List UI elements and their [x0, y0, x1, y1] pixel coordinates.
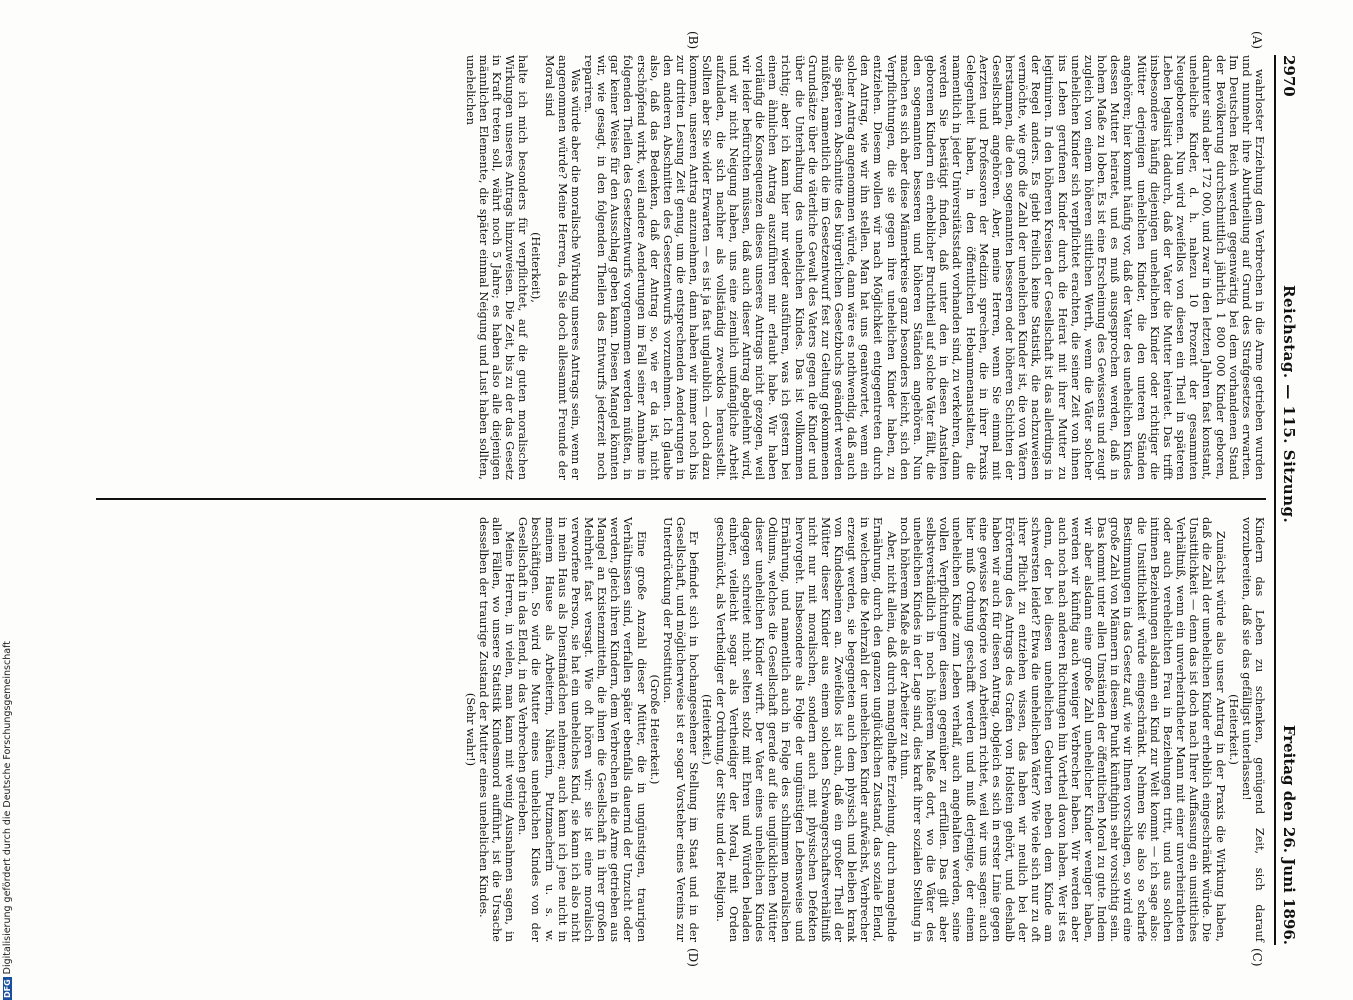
margin-mark-a: (A)	[1250, 31, 1264, 50]
paragraph: Was würde aber die moralische Wirkung unseres Antrags sein, wenn er angenommen würde? Meine Herren, da Sie doch allesammt Freunde der Moral sind	[542, 55, 582, 480]
left-column	[463, 55, 1266, 480]
right-column	[463, 517, 1266, 942]
margin-mark-b: (B)	[686, 31, 700, 50]
rotated-content	[85, 31, 1300, 967]
running-header	[1276, 55, 1300, 945]
paragraph: halte ich mich besonders für verpflichtet, auf die guten moralischen Wirkungen unseres Antrags hinzuweisen. Die Zeit, bis zu der das Gesetz in Kraft treten soll, währt noch 5 Jahre; es haben also alle diejenigen männlichen Elemente, die später einmal Neigung und Lust haben sollten, unehelichen	[463, 55, 530, 480]
header-rule	[1274, 55, 1276, 945]
paragraph: Kindern das Leben zu schenken, genügend Zeit, sich darauf vorzubereiten, daß sie das gefälligst unterlassen!	[1239, 517, 1266, 942]
paragraph: Aber, nicht allein, daß durch mangelhafte Erziehung, durch mangelnde Ernährung, durch den ganzen unglücklichen Zustand, das soziale Elend, in welchem die Mehrzahl der unehelichen Kinder aufwächst, Verbrecher erzeugt werden, sie begegneten auch dem physisch und bleiben krank von Kindesbeinen an. Zweifellos ist auch, daß ein großer Theil der Mütter dieser Kinder aus einem solchen Schwangerschaftsverhältniß nicht nur mit moralischen, sondern auch mit physischen Defekten hervorgeht. Insbesondere als Folge der ungünstigen Lebensweise und Ernährung, und namentlich auch in Folge des schlimmen moralischen Odiums, welches die Gesellschaft gerade auf die unglücklichen Mütter dieser unehelichen Kinder wirft. Der Vater eines unehelichen Kindes dagegen schreitet nicht selten stolz mit Ehren und Würden beladen einher, vielleicht sogar als Vertheidiger der Moral, mit Orden geschmückt, als Vertheidiger der Ordnung, der Sitte und der Religion.	[713, 517, 898, 942]
header-date: Freitag den 26. Juni 1896.	[1280, 724, 1298, 945]
interjection: (Heiterkeit),	[529, 232, 543, 303]
page-number: 2970	[1280, 55, 1298, 97]
header-title: Reichstag. — 115. Sitzung.	[1280, 285, 1298, 524]
margin-mark-c: (C)	[1250, 948, 1264, 967]
paragraph: Eine große Anzahl dieser Mütter, die in ungünstigen, traurigen Verhältnissen sind, verfallen später ebenfalls dauernd der Unzucht oder werden, gleich ihren Kindern, dem Verbrechen in die Arme getrieben aus Mangel an Existenzmitteln, die ihnen die Gesellschaft in ihrer großen Mehrheit fast versagt. Wie oft hören wir: sie ist eine moralisch verworfene Person, sie hat ein uneheliches Kind, sie kann ich also nicht in mein Haus als Dienstmädchen nehmen; auch kann ich jene nicht in meinem Hause als Arbeiterin, Näherin, Putzmacherin u. s. w. beschäftigen. So wird die Mutter eines unehelichen Kindes von der Gesellschaft in das Elend, in das Verbrechen getrieben.	[516, 517, 648, 942]
paragraph: Zunächst würde also unser Antrag in der Praxis die Wirkung haben, daß die Zahl der unehelichen Kinder erheblich eingeschränkt würde. Die Unsittlichkeit — denn das ist doch nach Ihrer Auffassung ein unsittliches Verhältniß, wenn ein unverheiratheter Mann mit einer unverheiratheten oder auch verehelichten Frau in Beziehungen tritt, und aus solchen intimen Beziehungen alsdann ein Kind zur Welt kommt — ich sage also: die Unsittlichkeit würde eingeschränkt. Nehmen Sie also so scharfe Bestimmungen in das Gesetz auf, wie wir Ihnen vorschlagen, so wird eine große Zahl von Männern in diesem Punkt künftighin sehr vorsichtig sein. Das kommt unter allen Umständen der öffentlichen Moral zu gute. Indem wir aber alsdann eine große Zahl unehelicher Kinder weniger haben, werden wir künftig auch weniger Verbrecher haben. Wir werden aber auch noch nach anderen Richtungen hin Vortheil davon haben. Wer ist es denn, der bei diesen unehelichen Geburten neben dem Kinde am schwersten leidet? Etwa die unehelichen Väter? Wie viele sich nur zu oft ihrer Pflicht zu entziehen wissen, das haben wir neulich bei der Erörterung des Antrags des Grafen von Holstein gehört, und deshalb haben wir auch für diesen Antrag, obgleich es sich in erster Linie gegen eine gewisse Kategorie von Arbeitern richtet, weil wir uns sagen: auch hier muß Ordnung geschafft werden und muß derjenige, der einem unehelichen Kinde zum Leben verhalf, auch angehalten werden, seine vollen Verpflichtungen diesem gegenüber zu erfüllen. Das gilt aber selbstverständlich in noch höherem Maße dort, wo die Väter des unehelichen Kindes in der Lage sind, dies kraft ihrer sozialen Stellung in noch höherem Maße als der Arbeiter zu thun.	[897, 517, 1227, 942]
column-rule	[96, 498, 1266, 500]
dfg-logo: DFG	[3, 979, 12, 998]
paragraph: Meine Herren, in vielen, man kann mit wenig Ausnahmen sagen, in allen Fällen, wo unsere Statistik Kindesmord aufführt, ist die Ursache desselben der traurige Zustand der Mutter eines unehelichen Kindes.	[476, 517, 517, 942]
digitization-footer	[2, 0, 16, 1000]
footer-line	[2, 641, 13, 1000]
paragraph: wahrloster Erziehung dem Verbrechen in die Arme getrieben wurden und nunmehr ihre Aburtheilung auf Grund des Strafgesetzes erwarten. Im Deutschen Reich werden gegenwärtig bei dem vorhandenen Stand der Bevölkerung durchschnittlich jährlich 1 800 000 Kinder geboren, darunter sind aber 172 000, und zwar in den letzten Jahren fast konstant, uneheliche Kinder, d. h. nahezu 10 Prozent der gesammten Neugeborenen. Nun wird zweifellos von diesen ein Theil in späteren Leben legalisirt dadurch, daß der Vater die Mutter heiratet. Das trifft insbesondere häufig diejenigen unehelichen Kinder oder richtiger die Mütter derjenigen unehelichen Kinder, die den unteren Ständen angehören; hier kommt häufig vor, daß der Vater des unehelichen Kindes dessen Mutter heiratet, und es muß ausgesprochen werden, daß in hohem Maße zu loben. Es ist eine Erscheinung des Gewissens und zeugt zugleich von einem höheren sittlichen Werth, wenn die Väter solcher unehelichen Kinder sich verpflichtet erachten, die seiner Zeit von ihnen ins Leben gerufenen Kinder durch die Heirat mit ihrer Mutter zu legitimiren. In den höheren Kreisen der Gesellschaft ist das allerdings in der Regel anders. Es giebt freilich keine Statistik, die nachzuweisen vermöchte, wie groß die Zahl der unehelichen Kinder ist, die von Vätern herstammen, die den sogenannten besseren oder höheren Schichten der Gesellschaft angehören. Aber, meine Herren, wenn Sie einmal mit Aerzten und Professoren der Medizin sprechen, die in ihrer Praxis Gelegenheit haben, in den öffentlichen Hebammenanstalten, die namentlich in jeder Universitätsstadt vorhanden sind, zu verkehren, dann werden Sie bestätigt finden, daß unter den in diesen Anstalten geborenen Kindern ein erheblicher Bruchtheil auf solche Väter fällt, die den sogenannten besseren und höheren Ständen angehören. Nun machen es sich aber diese Männerkreise ganz besonders leicht, sich den Verpflichtungen, die sie gegen ihre unehelichen Kinder haben, zu entziehen. Diesem wollen wir nach Möglichkeit entgegentreten durch den Antrag, wie wir ihn stellen. Man hat uns geantwortet, wenn ein solcher Antrag angenommen würde, dann wäre es nothwendig, daß auch die späteren Abschnitte des bürgerlichen Gesetzbuchs geändert werden müßten, namentlich die im Gesetzentwurf fest zur Geltung gekommenen Grundsätze über die väterliche Gewalt des Vaters gegen die Kinder und über die Unterhaltung des unehelichen Kindes. Das ist vollkommen richtig; aber ich kann hier nur wieder ausführen, was ich gestern bei einem ähnlichen Antrag auszuführen mir erlaubt habe. Wir haben vorläufig die Konsequenzen dieses unseres Antrags nicht gezogen, weil wir leider befürchten müssen, daß auch dieser Antrag abgelehnt wird, und wir nicht Neigung haben, uns eine ziemlich umfangliche Arbeit aufzuladen, die sich nachher als vollständig zwecklos herausstellt. Sollten aber Sie wider Erwarten — es ist ja fast unglaublich — doch dazu kommen, unseren Antrag anzunehmen, dann haben wir immer noch bis zur dritten Lesung Zeit genug, um die entsprechenden Aenderungen in den anderen Abschnitten des Gesetzentwurfs vorzunehmen. Ich glaube also, daß das Bedenken, daß der Antrag so, wie er da ist, nicht erschöpfend wirkt, weil andere Aenderungen im Fall seiner Annahme in folgenden Theilen des Gesetzentwurfs vorgenommen werden müßten, in gar keiner Weise für den Ausschlag geben kann. Diesen Mangel könnten wir, wie gesagt, in den folgenden Theilen des Entwurfs jederzeit noch repariren.	[582, 55, 1266, 480]
margin-mark-d: (D)	[686, 948, 700, 967]
interjection: (Heiterkeit.)	[700, 694, 714, 765]
interjection: (Sehr wahr!)	[463, 692, 477, 767]
paragraph: Er befindet sich in hochangesehener Stellung im Staat und in der Gesellschaft, und möglicherweise ist er sogar Vorsteher eines Vereins zur Unterdrückung der Prostitution.	[660, 517, 701, 942]
interjection: (Heiterkeit.)	[1226, 694, 1240, 765]
interjection: (Große Heiterkeit.)	[647, 674, 661, 785]
footer-text: Digitalisierung gefördert durch die Deutsche Forschungsgemeinschaft	[2, 641, 13, 975]
